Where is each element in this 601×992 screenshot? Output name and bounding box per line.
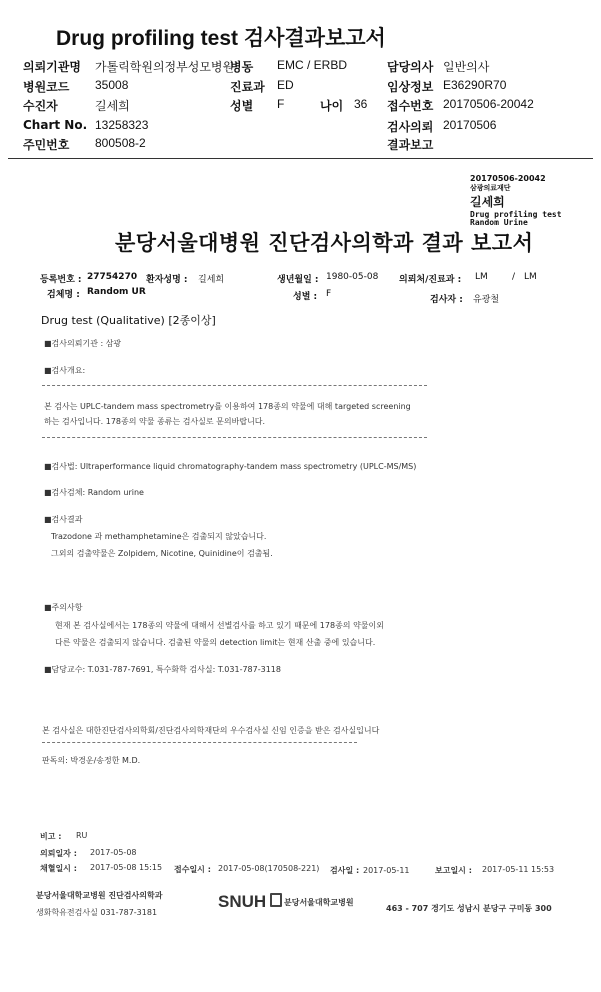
caution-line-2: 다른 약물은 검출되지 않습니다. 검출된 약물의 detection limit는 현재 산출 중에 있습니다. (55, 638, 376, 647)
report-date-label: 보고일시 : (435, 866, 472, 875)
sex-value: F (277, 97, 285, 111)
age-value: 36 (354, 97, 368, 111)
sex-label: 성별 (230, 99, 254, 113)
snuh-emblem-icon (270, 893, 282, 907)
patient-name-value: 길세희 (198, 275, 225, 285)
referrer-label: 의뢰처/진료과 : (399, 275, 462, 285)
ward-value: EMC / ERBD (277, 58, 348, 72)
receipt-value: 2017-05-08(170508-221) (218, 864, 320, 873)
hospital-code-label: 병원코드 (23, 80, 70, 94)
rrn-label: 주민번호 (23, 138, 70, 152)
receipt-label: 접수일시 : (174, 865, 211, 874)
ward-label: 병동 (230, 60, 254, 74)
referrer-value-1: LM (475, 272, 488, 282)
hospital-dept-name: 분당서울대학교병원 진단검사의학과 (36, 891, 163, 900)
test-date-label: 검사일 : (330, 866, 360, 875)
snuh-logo-sub: 분당서울대학교병원 (284, 898, 354, 907)
clinical-info-label: 임상정보 (387, 80, 434, 94)
overview-line-2: 하는 검사입니다. 178종의 약물 종류는 검사실로 문의바랍니다. (44, 417, 266, 426)
remark-label: 비고 : (40, 832, 62, 841)
contact-line: ■담당교수: T.031-787-7691, 특수화학 검사실: T.031-787-3118 (44, 665, 281, 674)
overview-heading: ■검사개요: (44, 366, 86, 375)
report-header-title: Drug profiling test 검사결과보고서 (56, 27, 386, 50)
overview-top-rule (42, 385, 427, 386)
report-date-value: 2017-05-11 15:53 (482, 865, 555, 874)
hospital-code-value: 35008 (95, 78, 129, 92)
certification-line: 본 검사실은 대한진단검사의학회/진단검사의학재단의 우수검사실 신임 인증을 받은 검사실입니다 (42, 726, 380, 735)
sheet-sex-label: 성별 : (293, 292, 318, 302)
dob-value: 1980-05-08 (326, 272, 379, 282)
label-number: 20170506-20042 (470, 174, 546, 183)
chart-no-value: 13258323 (95, 118, 149, 132)
referrer-value-2: LM (524, 272, 537, 282)
referrer-sep: / (512, 272, 516, 282)
caution-heading: ■주의사항 (44, 603, 83, 612)
doctor-value: 일반의사 (443, 60, 490, 74)
collect-label: 채혈일시 : (40, 864, 77, 873)
request-label: 검사의뢰 (387, 120, 434, 134)
doctor-label: 담당의사 (387, 60, 434, 74)
rrn-value: 800508-2 (95, 136, 146, 150)
reg-value: 27754270 (87, 272, 138, 282)
examiner-value: 유광철 (473, 295, 500, 305)
label-test: Drug profiling test (470, 210, 562, 219)
reg-label: 등록번호 : (40, 275, 82, 285)
request-value: 20170506 (443, 118, 497, 132)
specimen-line: ■검사검체: Random urine (44, 488, 144, 497)
header-divider (8, 158, 593, 159)
reception-label: 접수번호 (387, 99, 434, 113)
chart-no-label: Chart No. (23, 118, 88, 132)
method-line: ■검사법: Ultraperformance liquid chromatography-tandem mass spectrometry (UPLC-MS/MS) (44, 462, 417, 471)
request-date-value: 2017-05-08 (90, 848, 137, 857)
caution-line-1: 현재 본 검사실에서는 178종의 약물에 대해서 선별검사를 하고 있기 때문에 178종의 약물이외 (55, 621, 384, 630)
report-label: 결과보고 (387, 138, 434, 152)
snuh-logo-text: SNUH (218, 892, 267, 911)
label-org: 삼광의료재단 (470, 184, 511, 192)
specimen-label: 검체명 : (47, 290, 80, 300)
reader-line: 판독의: 박경운/송정한 M.D. (42, 756, 141, 765)
dept-label: 진료과 (230, 80, 265, 94)
collect-value: 2017-05-08 15:15 (90, 863, 163, 872)
specimen-value: Random UR (87, 287, 146, 297)
label-specimen: Random Urine (470, 218, 528, 227)
remark-value: RU (76, 831, 88, 840)
institution-label: 의뢰기관명 (23, 60, 81, 74)
examiner-label: 검사자 : (430, 295, 463, 305)
report-title: 분당서울대병원 진단검사의학과 결과 보고서 (115, 231, 534, 255)
institution-value: 가톨릭학원의정부성모병원 (95, 60, 235, 74)
patient-label: 수진자 (23, 99, 58, 113)
lab-phone: 생화학유전검사실 031-787-3181 (36, 908, 158, 917)
overview-bottom-rule (42, 437, 427, 438)
result-line-2: 그외의 검출약물은 Zolpidem, Nicotine, Quinidine이 검출됨. (51, 549, 273, 558)
overview-line-1: 본 검사는 UPLC-tandem mass spectrometry를 이용하여 178종의 약물에 대해 targeted screening (44, 402, 411, 411)
patient-value: 길세희 (95, 99, 130, 113)
dob-label: 생년월일 : (277, 275, 319, 285)
result-line-1: Trazodone 과 methamphetamine은 검출되지 않았습니다. (51, 532, 267, 541)
result-heading: ■검사결과 (44, 515, 83, 524)
dept-value: ED (277, 78, 294, 92)
request-org-line: ■검사의뢰기관 : 삼광 (44, 339, 122, 348)
sheet-sex-value: F (326, 289, 332, 299)
test-date-value: 2017-05-11 (363, 866, 410, 875)
patient-name-label: 환자성명 : (146, 275, 188, 285)
reception-value: 20170506-20042 (443, 97, 534, 111)
certification-rule (42, 742, 357, 743)
clinical-info-value: E36290R70 (443, 78, 507, 92)
hospital-address: 463 - 707 경기도 성남시 분당구 구미동 300 (386, 904, 552, 913)
age-label: 나이 (320, 99, 344, 113)
label-name: 길세희 (470, 195, 505, 209)
request-date-label: 의뢰일자 : (40, 849, 77, 858)
test-heading: Drug test (Qualitative) [2종이상] (41, 314, 216, 327)
